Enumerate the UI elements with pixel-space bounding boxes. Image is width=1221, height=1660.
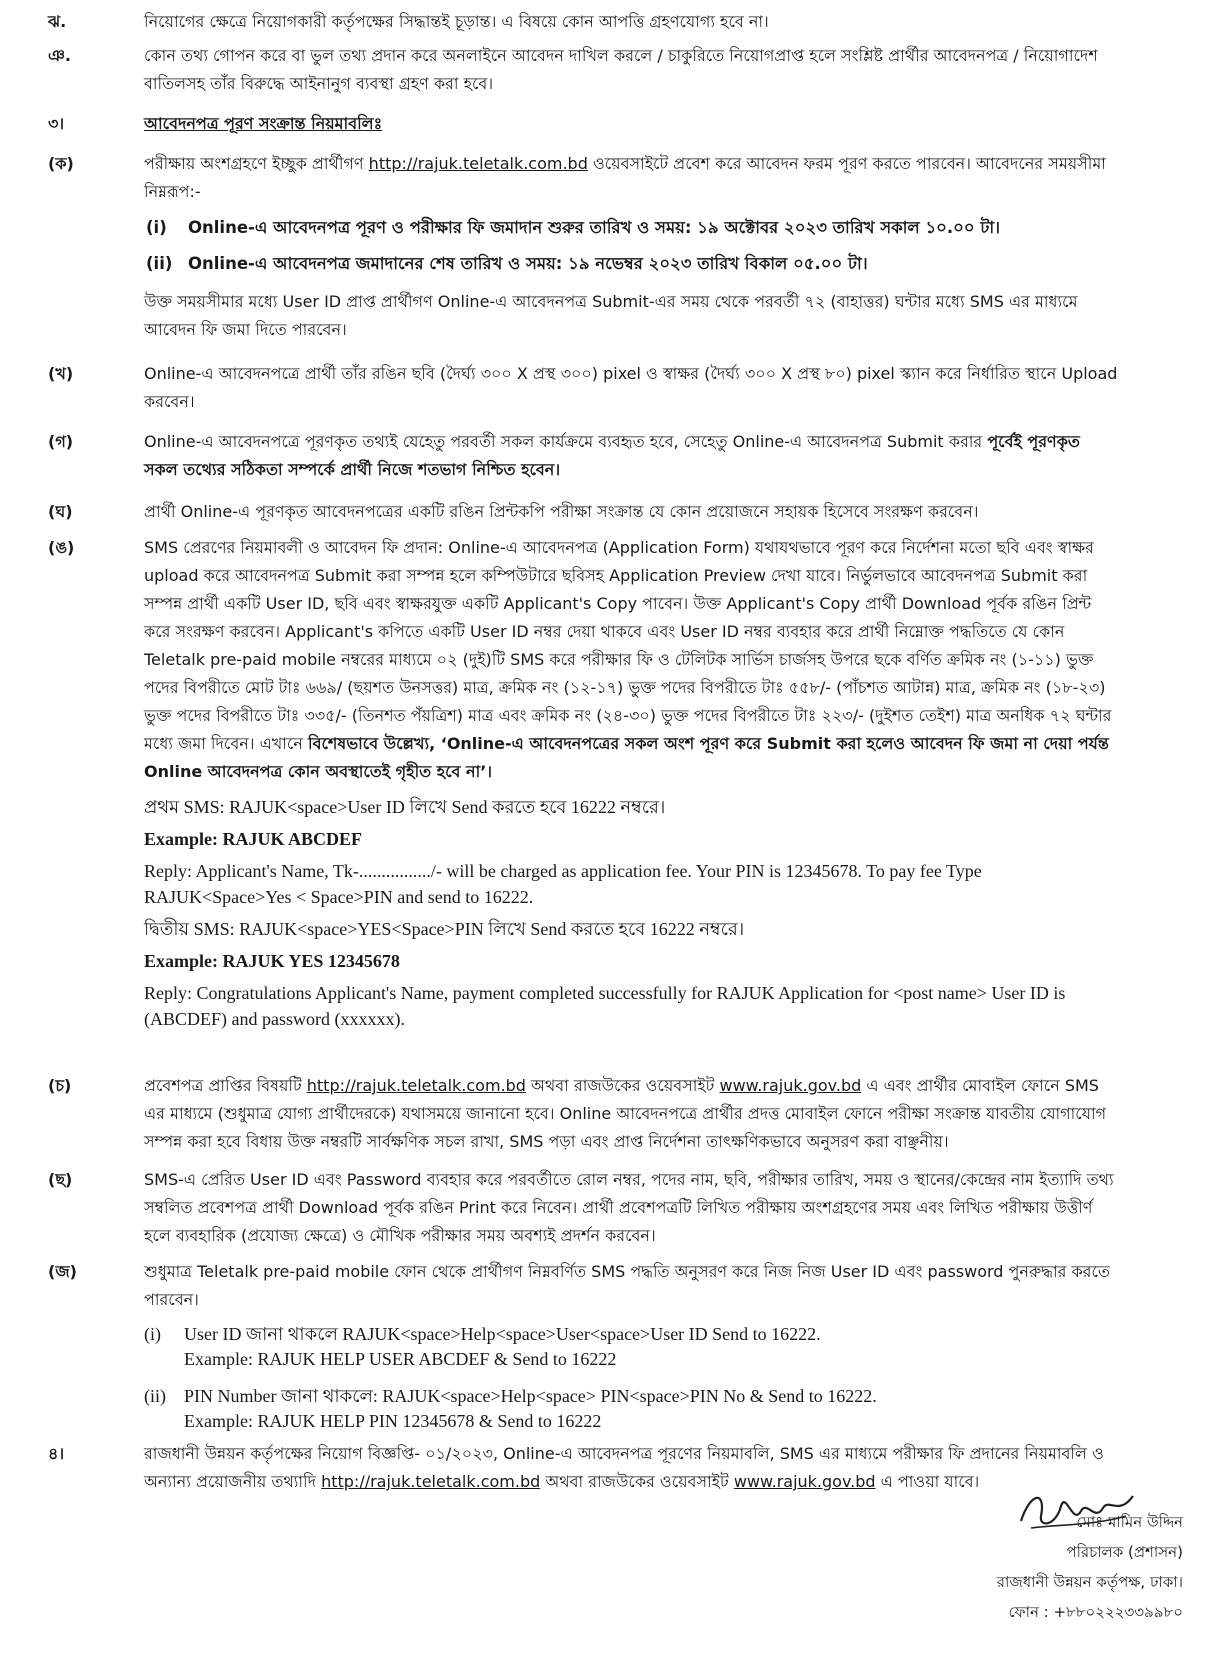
item-text: নিয়োগের ক্ষেত্রে নিয়োগকারী কর্তৃপক্ষের সিদ্ধান্তই চূড়ান্ত। এ বিষয়ে কোন আপত্তি গ্রহণযোগ্য হবে না। [144, 12, 769, 31]
text-part: অথবা রাজউকের ওয়েবসাইট [525, 1076, 720, 1095]
item-label: (গ) [48, 432, 74, 451]
recovery-example: Example: RAJUK HELP USER ABCDEF & Send to 16222 [184, 1349, 617, 1369]
item-text: প্রার্থী Online-এ পূরণকৃত আবেদনপত্রের একটি রঙিন প্রিন্টকপি পরীক্ষা সংক্রান্ত যে কোন প্রয়োজনে সহায়ক হিসেবে সংরক্ষণ করবেন। [144, 502, 979, 521]
example-2: Example: RAJUK YES 12345678 [144, 951, 400, 971]
item-label: ঝ. [48, 12, 67, 31]
sub-text: Online-এ আবেদনপত্র পূরণ ও পরীক্ষার ফি জমাদান শুরুর তারিখ ও সময়: ১৯ অক্টোবর ২০২৩ তারিখ সকাল ১০.০০ টা। [188, 218, 1001, 237]
text-part: রাজধানী উন্নয়ন কর্তৃপক্ষের নিয়োগ বিজ্ঞপ্তি- ০১/২০২৩, Online-এ আবেদনপত্র পূরণের নিয়মাবলি, SMS এর মাধ্যমে পরীক্ষার ফি প্রদানের নিয়মাবলি ও অন্যান্য প্রয়োজনীয় তথ্যাদি [144, 1444, 1104, 1491]
item-label: (ছ) [48, 1170, 73, 1189]
signatory-phone: ফোন : +৮৮০২২২৩৩৯৯৮০ [1008, 1603, 1183, 1621]
recovery-user-id [144, 1322, 1118, 1372]
text-part: অথবা রাজউকের ওয়েবসাইট [540, 1472, 734, 1491]
text-part: Online-এ আবেদনপত্রে পূরণকৃত তথ্যই যেহেতু পরবর্তী সকল কার্যক্রমে ব্যবহৃত হবে, সেহেতু Online-এ আবেদনপত্র Submit করার [144, 432, 988, 451]
section-label: ৩। [48, 114, 65, 133]
item-ja [48, 1258, 1118, 1446]
sub-label: (ii) [146, 254, 173, 273]
item-gha [48, 498, 1118, 526]
section-label: ৪। [48, 1444, 65, 1463]
recovery-list [144, 1322, 1118, 1434]
reply-1: Reply: Applicant's Name, Tk-................/- will be charged as application fee. Your PIN is 12345678. To pay fee Type RAJUK<Space>Yes < Space>PIN and send to 16222. [144, 861, 982, 907]
sms-1: প্রথম SMS: RAJUK<space>User ID লিখে Send করতে হবে 16222 নম্বরে। [144, 797, 666, 817]
item-cha [48, 1072, 1118, 1156]
signatory-name: মোঃ মামিন উদ্দিন [1076, 1513, 1183, 1531]
sub-text: Online-এ আবেদনপত্র জমাদানের শেষ তারিখ ও সময়: ১৯ নভেম্বর ২০২৩ তারিখ বিকাল ০৫.০০ টা। [188, 254, 868, 273]
sms-instructions [144, 794, 1118, 1032]
item-label: (ঘ) [48, 502, 73, 521]
item-chha [48, 1166, 1118, 1250]
recovery-instruction: User ID জানা থাকলে RAJUK<space>Help<space>User<space>User ID Send to 16222. [184, 1324, 821, 1344]
recovery-example: Example: RAJUK HELP PIN 12345678 & Send to 16222 [184, 1411, 602, 1431]
signature-block [963, 1485, 1183, 1627]
signatory-office: রাজধানী উন্নয়ন কর্তৃপক্ষ, ঢাকা। [996, 1573, 1183, 1591]
item-label: (চ) [48, 1076, 72, 1095]
ka-sub-ii [146, 250, 1118, 278]
rajuk-website-link[interactable]: www.rajuk.gov.bd [733, 1472, 876, 1491]
item-text: Online-এ আবেদনপত্রে প্রার্থী তাঁর রঙিন ছবি (দৈর্ঘ্য ৩০০ X প্রস্থ ৩০০) pixel ও স্বাক্ষর (দৈর্ঘ্য ৩০০ X প্রস্থ ৮০) pixel স্ক্যান করে নির্ধারিত স্থানে Upload করবেন। [144, 364, 1118, 411]
emphasis-text: বিশেষভাবে উল্লেখ্য, ‘Online-এ আবেদনপত্রের সকল অংশ পূরণ করে Submit করা হলেও আবেদন ফি জমা না দেয়া পর্যন্ত Online আবেদনপত্র কোন অবস্থাতেই গৃহীত হবে না’। [144, 734, 1109, 781]
sub-label: (ii) [144, 1386, 166, 1406]
item-jha [48, 8, 1118, 36]
item-label: (ঙ) [48, 538, 75, 557]
text-part: SMS প্রেরণের নিয়মাবলী ও আবেদন ফি প্রদান: Online-এ আবেদনপত্র (Application Form) যথাযথভাবে পূরণ করে নির্দেশনা মতো ছবি এবং স্বাক্ষর upload করে আবেদনপত্র Submit করা সম্পন্ন হলে কম্পিউটারে ছবিসহ Application Preview দেখা যাবে। নির্ভুলভাবে আবেদনপত্র Submit করা সম্পন্ন প্রার্থী একটি User ID, ছবি এবং স্বাক্ষরযুক্ত একটি Applicant's Copy পাবেন। উক্ত Applicant's Copy প্রার্থী Download পূর্বক রঙিন প্রিন্ট করে সংরক্ষণ করবেন। Applicant's কপিতে একটি User ID নম্বর দেয়া থাকবে এবং User ID নম্বর ব্যবহার করে প্রার্থী নিম্নোক্ত পদ্ধতিতে যে কোন Teletalk pre-paid mobile নম্বরের মাধ্যমে ০২ (দুই)টি SMS করে পরীক্ষার ফি ও টেলিটক সার্ভিস চার্জসহ উপরে ছকে বর্ণিত ক্রমিক নং (১-১১) ভুক্ত পদের বিপরীতে মোট টাঃ ৬৬৯/ (ছয়শত উনসত্তর) মাত্র, ক্রমিক নং (১২-১৭) ভুক্ত পদের বিপরীতে টাঃ ৫৫৮/- (পাঁচশত আটান্ন) মাত্র, ক্রমিক নং (১৮-২৩) ভুক্ত পদের বিপরীতে টাঃ ৩৩৫/- (তিনশত পঁয়ত্রিশ) মাত্র এবং ক্রমিক নং (২৪-৩০) ভুক্ত পদের বিপরীতে টাঃ ২২৩/- (দুইশত তেইশ) মাত্র অনধিক ৭২ ঘন্টার মধ্যে জমা দিবেন। এখানে [144, 538, 1112, 753]
reply-2: Reply: Congratulations Applicant's Name, payment completed successfully for RAJUK Application for <post name> User ID is (ABCDEF) and password (xxxxxx). [144, 983, 1066, 1029]
text-part: এ এবং প্রার্থীর মোবাইল ফোনে SMS এর মাধ্যমে (শুধুমাত্র যোগ্য প্রার্থীদেরকে) যথাসময়ে জানানো হবে। Online আবেদনপত্রে প্রার্থীর প্রদত্ত মোবাইল ফোনে পরীক্ষা সংক্রান্ত যাবতীয় যোগাযোগ সম্পন্ন করা হবে বিধায় উক্ত নম্বরটি সার্বক্ষণিক সচল রাখা, SMS পড়া এবং প্রাপ্ত নির্দেশনা তাৎক্ষণিকভাবে অনুসরণ করা বাঞ্ছনীয়। [144, 1076, 1107, 1151]
rajuk-website-link[interactable]: www.rajuk.gov.bd [719, 1076, 862, 1095]
item-text [144, 428, 1118, 484]
text-part: প্রবেশপত্র প্রাপ্তির বিষয়টি [144, 1076, 307, 1095]
section-3 [48, 110, 1118, 138]
item-nya [48, 42, 1118, 98]
text-part: পরীক্ষায় অংশগ্রহণে ইচ্ছুক প্রার্থীগণ [144, 154, 369, 173]
item-uma [48, 534, 1118, 1038]
ka-sublist [146, 214, 1118, 278]
item-text: SMS-এ প্রেরিত User ID এবং Password ব্যবহার করে পরবর্তীতে রোল নম্বর, পদের নাম, ছবি, পরীক্ষার তারিখ, সময় ও স্থানের/কেন্দ্রের নাম ইত্যাদি তথ্য সম্বলিত প্রবেশপত্র প্রার্থী Download পূর্বক রঙিন Print করে নিবেন। প্রার্থী প্রবেশপত্রটি লিখিত পরীক্ষায় অংশগ্রহণের সময় এবং লিখিত পরীক্ষায় উত্তীর্ণ হলে ব্যবহারিক (প্রযোজ্য ক্ষেত্রে) ও মৌখিক পরীক্ষার সময় অবশ্যই প্রদর্শন করবেন। [144, 1170, 1114, 1245]
section-heading: আবেদনপত্র পূরণ সংক্রান্ত নিয়মাবলিঃ [144, 114, 383, 133]
item-label: (ক) [48, 154, 74, 173]
text-part: ওয়েবসাইটে প্রবেশ করে আবেদন ফরম পূরণ করতে পারবেন। আবেদনের সময়সীমা নিম্নরূপ:- [144, 154, 1106, 201]
item-text [144, 150, 1118, 206]
teletalk-link[interactable]: http://rajuk.teletalk.com.bd [306, 1076, 526, 1095]
sub-label: (i) [146, 218, 167, 237]
teletalk-link[interactable]: http://rajuk.teletalk.com.bd [321, 1472, 541, 1491]
item-label: (জ) [48, 1262, 77, 1281]
item-text: কোন তথ্য গোপন করে বা ভুল তথ্য প্রদান করে অনলাইনে আবেদন দাখিল করলে / চাকুরিতে নিয়োগপ্রাপ্ত হলে সংশ্লিষ্ট প্রার্থীর আবেদনপত্র / নিয়োগাদেশ বাতিলসহ তাঁর বিরুদ্ধে আইনানুগ ব্যবস্থা গ্রহণ করা হবে। [144, 46, 1098, 93]
sms-2: দ্বিতীয় SMS: RAJUK<space>YES<Space>PIN লিখে Send করতে হবে 16222 নম্বরে। [144, 919, 745, 939]
recovery-instruction: PIN Number জানা থাকলে: RAJUK<space>Help<space> PIN<space>PIN No & Send to 16222. [184, 1386, 877, 1406]
item-label: (খ) [48, 364, 74, 383]
item-text: শুধুমাত্র Teletalk pre-paid mobile ফোন থেকে প্রার্থীগণ নিম্নবর্ণিত SMS পদ্ধতি অনুসরণ করে নিজ নিজ User ID এবং password পুনরুদ্ধার করতে পারবেন। [144, 1262, 1110, 1309]
emphasis-text: পূর্বেই পূরণকৃত সকল তথ্যের সঠিকতা সম্পর্কে প্রার্থী নিজে শতভাগ নিশ্চিত হবেন। [144, 432, 1080, 479]
item-ka [48, 150, 1118, 344]
ka-note: উক্ত সময়সীমার মধ্যে User ID প্রাপ্ত প্রার্থীগণ Online-এ আবেদনপত্র Submit-এর সময় থেকে পরবর্তী ৭২ (বাহাত্তর) ঘন্টার মধ্যে SMS এর মাধ্যমে আবেদন ফি জমা দিতে পারবেন। [144, 292, 1078, 339]
section-4 [48, 1440, 1118, 1496]
signatory-designation: পরিচালক (প্রশাসন) [1066, 1543, 1183, 1561]
sub-label: (i) [144, 1324, 161, 1344]
item-text [144, 1072, 1118, 1156]
text-part: এ পাওয়া যাবে। [875, 1472, 980, 1491]
teletalk-link[interactable]: http://rajuk.teletalk.com.bd [368, 154, 588, 173]
recovery-pin [144, 1384, 1118, 1434]
example-1: Example: RAJUK ABCDEF [144, 829, 363, 849]
item-text [144, 534, 1118, 786]
item-kha [48, 360, 1118, 416]
ka-sub-i [146, 214, 1118, 242]
item-ga [48, 428, 1118, 484]
item-label: ঞ. [48, 46, 71, 65]
